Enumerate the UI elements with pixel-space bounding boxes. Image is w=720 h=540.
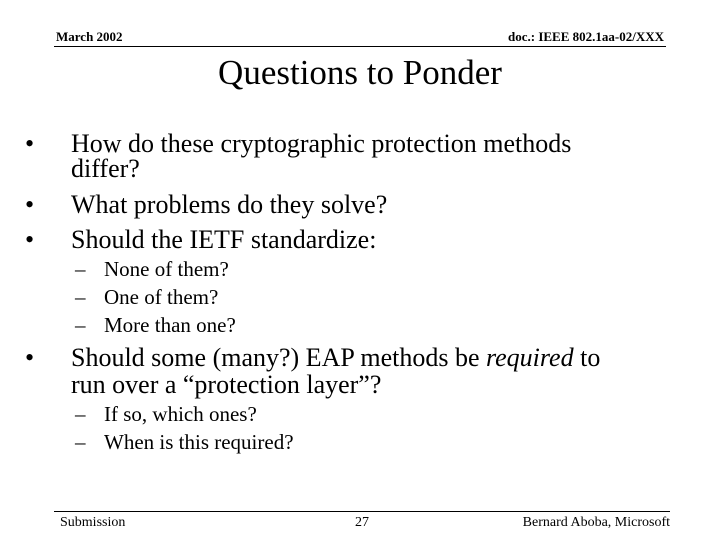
header-divider: [54, 46, 666, 47]
footer-author: Bernard Aboba, Microsoft: [522, 515, 670, 530]
page-number: 27: [355, 515, 369, 530]
slide-title: Questions to Ponder: [218, 53, 502, 92]
bullet-text: How do these cryptographic protection methods: [71, 129, 572, 158]
sub-text: If so, which ones?: [104, 402, 257, 426]
sub-marker: –: [75, 313, 86, 337]
sub-text: None of them?: [104, 257, 229, 281]
sub-marker: –: [75, 430, 86, 454]
sub-text: When is this required?: [104, 430, 294, 454]
sub-marker: –: [75, 285, 86, 309]
sub-text: One of them?: [104, 285, 219, 309]
bullet-text: What problems do they solve?: [71, 190, 388, 219]
bullet-marker: •: [25, 190, 35, 219]
bullet-text-part: to: [573, 343, 601, 372]
footer-submission: Submission: [60, 515, 126, 530]
bullet-marker: •: [25, 225, 35, 254]
footer-divider: [54, 511, 670, 512]
bullet-text-part: Should some (many?) EAP methods be: [71, 343, 486, 372]
bullet-text: [71, 344, 600, 371]
sub-marker: –: [75, 257, 86, 281]
header-doc-id: doc.: IEEE 802.1aa-02/XXX: [507, 29, 664, 44]
sub-marker: –: [75, 402, 86, 426]
bullet-text: differ?: [71, 154, 140, 183]
bullet-marker: •: [25, 343, 35, 372]
header-date: March 2002: [56, 29, 123, 44]
bullet-text: run over a “protection layer”?: [71, 370, 382, 399]
sub-text: More than one?: [104, 313, 236, 337]
bullet-text: Should the IETF standardize:: [71, 225, 377, 254]
bullet-marker: •: [25, 129, 35, 158]
bullet-emphasis: required: [485, 343, 574, 372]
